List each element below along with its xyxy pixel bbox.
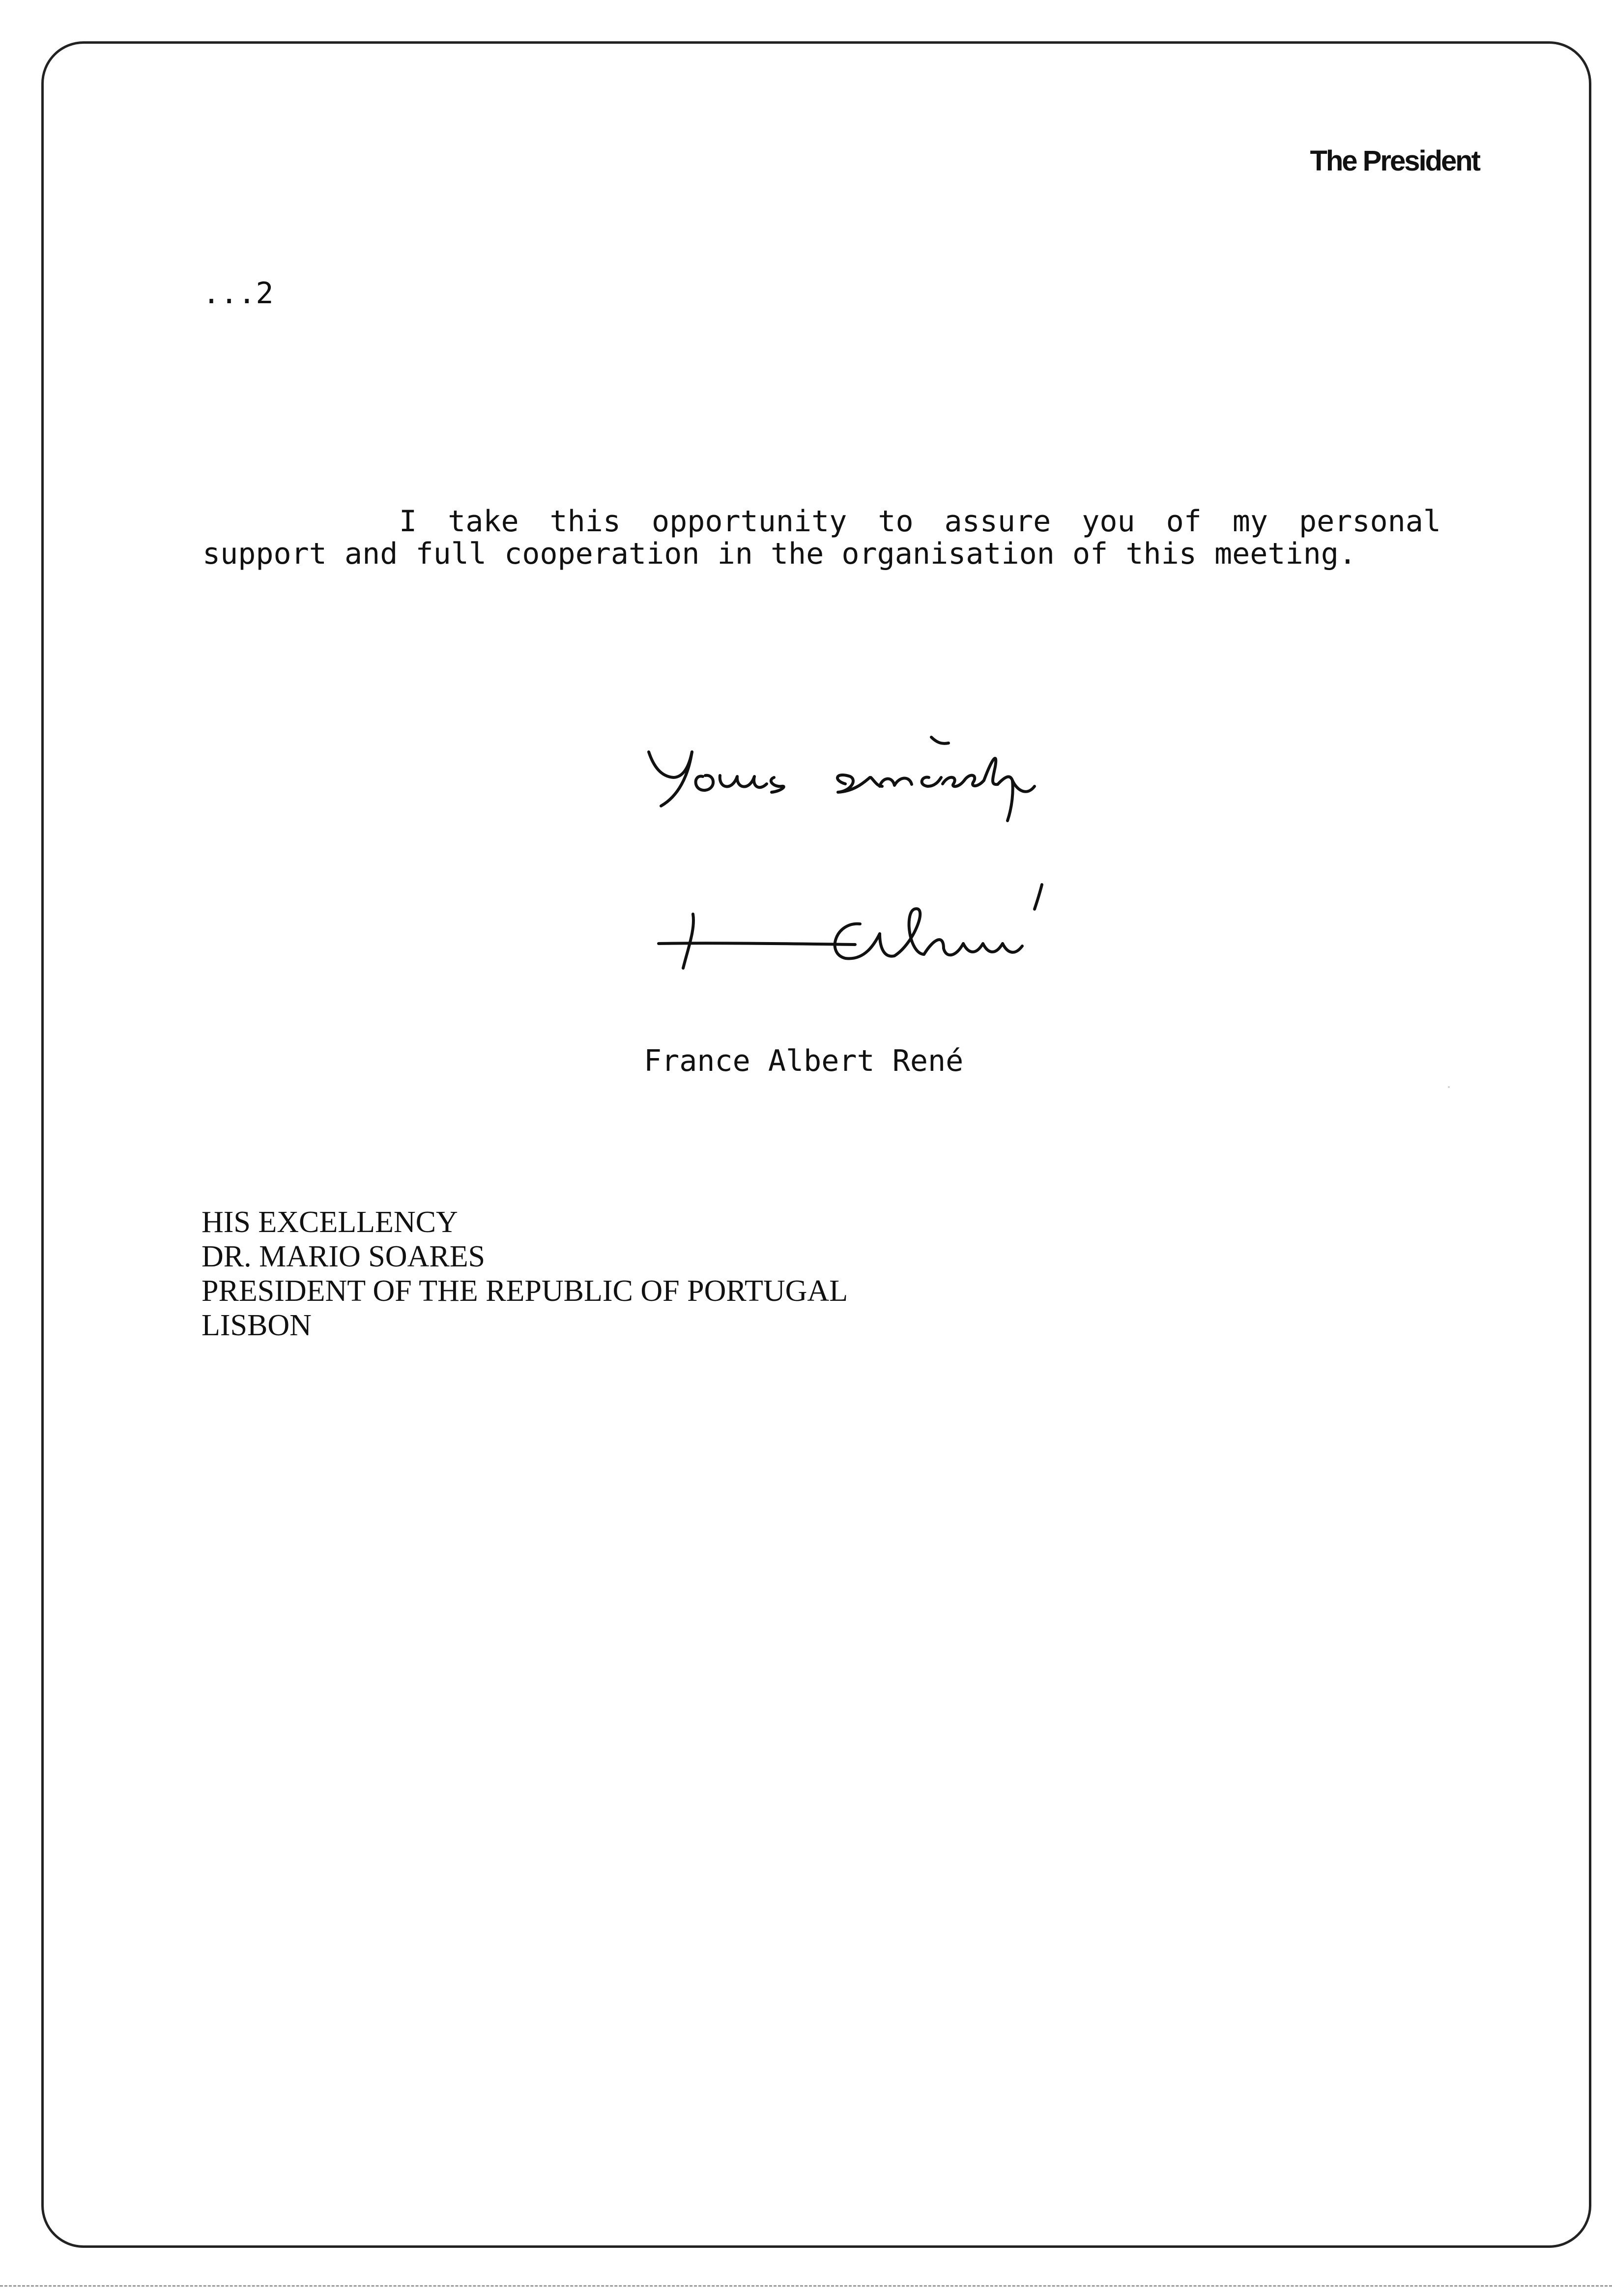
address-line: HIS EXCELLENCY xyxy=(202,1205,458,1239)
paper-speck xyxy=(1448,1086,1450,1088)
handwritten-signature-image xyxy=(649,875,1189,998)
letterhead-title: The President xyxy=(1310,145,1479,177)
recipient-address xyxy=(202,1205,848,1343)
page-frame xyxy=(41,41,1591,2248)
handwritten-closing-image xyxy=(634,722,1199,845)
scan-edge-line xyxy=(0,2285,1612,2287)
handwritten-signature xyxy=(649,875,1189,998)
body-paragraph: I take this opportunity to assure you of my personal support and full cooperation in the organisation of this meeting. xyxy=(202,504,1441,571)
address-line: LISBON xyxy=(202,1309,312,1342)
address-line: DR. MARIO SOARES xyxy=(202,1240,486,1273)
address-line: PRESIDENT OF THE REPUBLIC OF PORTUGAL xyxy=(202,1274,848,1308)
page-reference: ...2 xyxy=(202,276,274,311)
handwritten-closing xyxy=(634,722,1199,845)
signer-name: France Albert René xyxy=(644,1044,964,1078)
